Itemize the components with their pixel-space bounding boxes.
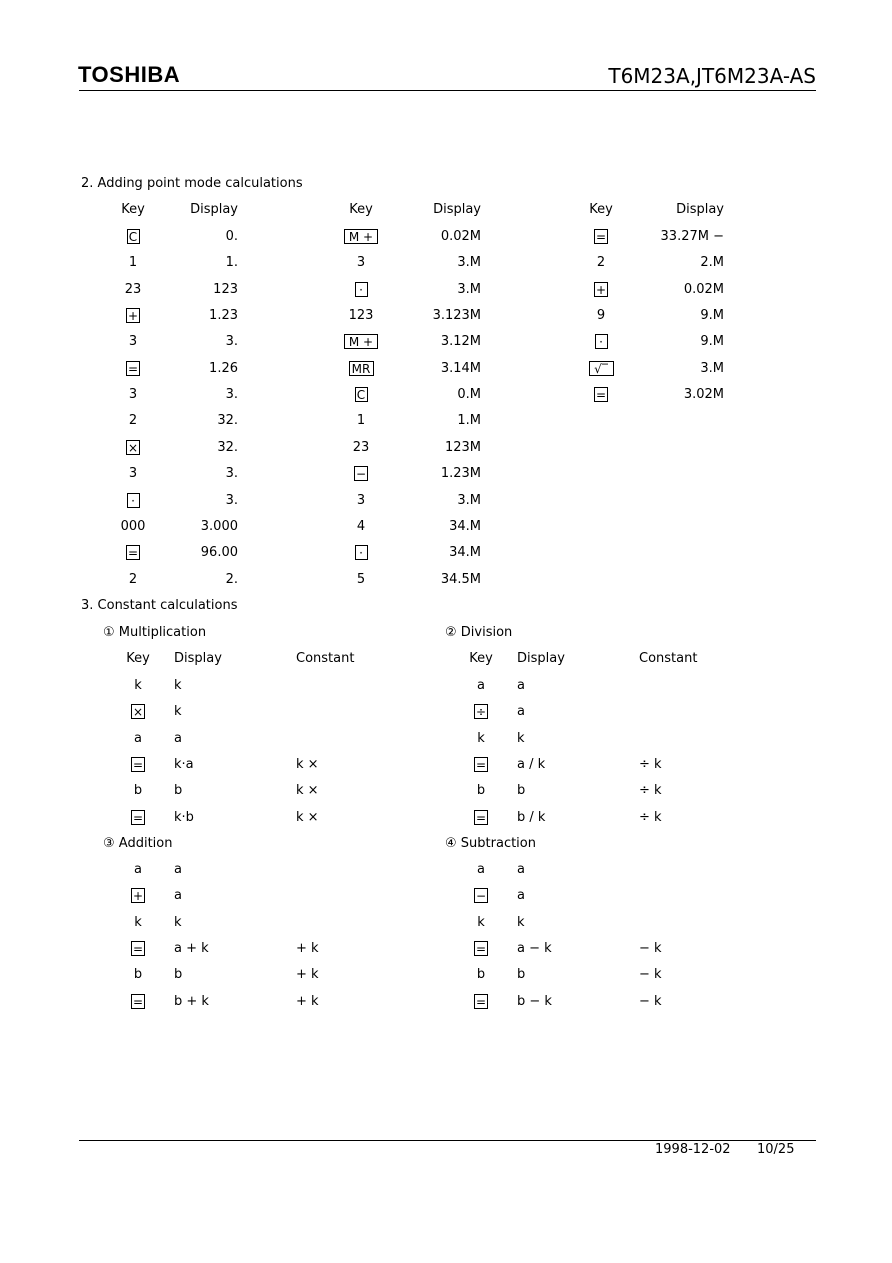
- display-cell: 3.M: [457, 281, 481, 297]
- key-button: −: [355, 467, 367, 482]
- display-cell: 1.: [225, 255, 238, 271]
- display-cell: 32.: [217, 413, 238, 429]
- key-cell: b: [133, 967, 143, 983]
- key-button: √‾: [589, 361, 614, 376]
- constant-block-title: ② Division: [445, 625, 513, 640]
- key-column-header: Key: [589, 202, 613, 217]
- display-cell: 1.23: [209, 308, 238, 324]
- key-cell: 5: [356, 571, 366, 587]
- key-button: MR: [349, 361, 374, 376]
- key-button: =: [132, 994, 144, 1009]
- key-button: =: [475, 810, 487, 825]
- display-cell: b: [174, 783, 183, 799]
- display-cell: k: [517, 914, 525, 930]
- display-cell: a: [517, 862, 525, 877]
- key-cell: [108, 757, 168, 773]
- key-cell: a: [477, 678, 485, 693]
- display-cell: 3.123M: [432, 308, 481, 324]
- key-button: +: [127, 309, 139, 324]
- footer-date: 1998-12-02: [655, 1142, 731, 1157]
- display-cell: 123M: [444, 439, 481, 455]
- key-cell: 2: [128, 571, 138, 587]
- key-cell: 1: [128, 255, 138, 271]
- display-cell: 34.5M: [440, 571, 481, 587]
- display-cell: 3.000: [200, 518, 238, 534]
- key-cell: [451, 810, 511, 826]
- key-button: =: [595, 388, 607, 403]
- key-cell: 2: [596, 255, 606, 271]
- key-button: ·: [127, 493, 140, 508]
- key-cell: a: [477, 862, 485, 877]
- display-cell: 2.: [225, 571, 238, 587]
- key-cell: 4: [356, 518, 366, 534]
- constant-cell: k ×: [296, 756, 319, 772]
- constant-cell: − k: [639, 967, 662, 983]
- display-cell: 9.M: [700, 308, 724, 324]
- key-cell: [108, 810, 168, 826]
- key-cell: 123: [348, 308, 374, 324]
- key-cell: [451, 757, 511, 773]
- key-cell: [451, 941, 511, 957]
- key-cell: 3: [356, 492, 366, 508]
- key-cell: [108, 888, 168, 904]
- display-cell: k: [174, 914, 182, 930]
- display-cell: a: [174, 730, 182, 746]
- constant-cell: − k: [639, 940, 662, 956]
- display-cell: 32.: [217, 439, 238, 455]
- constant-cell: − k: [639, 993, 662, 1009]
- display-cell: 1.M: [457, 413, 481, 429]
- display-cell: 34.M: [449, 518, 481, 534]
- key-column-header: Key: [126, 651, 150, 666]
- display-cell: a: [517, 888, 525, 904]
- display-cell: 3.12M: [440, 334, 481, 350]
- key-cell: 23: [352, 439, 370, 455]
- key-button: =: [127, 361, 139, 376]
- key-column-header: Key: [349, 202, 373, 217]
- constant-block-title: ① Multiplication: [103, 625, 207, 640]
- key-column-header: Key: [469, 651, 493, 666]
- display-cell: 1.23M: [440, 466, 481, 482]
- display-cell: b − k: [517, 993, 552, 1009]
- display-cell: k·a: [174, 756, 194, 772]
- display-cell: a: [174, 888, 182, 904]
- key-button: ×: [132, 705, 144, 720]
- key-button: M +: [344, 334, 378, 349]
- section3-title: 3. Constant calculations: [81, 598, 238, 613]
- key-cell: [108, 994, 168, 1010]
- key-button: =: [475, 941, 487, 956]
- brand-logo: TOSHIBA: [78, 62, 181, 87]
- constant-cell: ÷ k: [639, 783, 662, 799]
- key-cell: 2: [128, 413, 138, 429]
- section2-title: 2. Adding point mode calculations: [81, 176, 303, 191]
- key-button: =: [132, 757, 144, 772]
- key-button: =: [475, 994, 487, 1009]
- display-cell: a: [517, 704, 525, 720]
- key-column-header: Key: [121, 202, 145, 217]
- display-cell: 3.M: [457, 255, 481, 271]
- display-cell: 2.M: [700, 255, 724, 271]
- key-button: ·: [355, 545, 368, 560]
- key-button: ·: [595, 334, 608, 349]
- key-cell: k: [134, 678, 142, 693]
- display-cell: 3.: [225, 387, 238, 403]
- key-button: C: [355, 387, 368, 402]
- key-cell: b: [476, 967, 486, 983]
- display-cell: a + k: [174, 940, 209, 956]
- key-button: +: [595, 282, 607, 297]
- display-cell: k: [174, 704, 182, 720]
- display-column-header: Display: [174, 651, 222, 666]
- display-cell: 0.: [225, 229, 238, 244]
- constant-cell: + k: [296, 940, 319, 956]
- key-cell: 000: [120, 518, 146, 534]
- display-column-header: Display: [190, 202, 238, 217]
- key-cell: k: [477, 730, 485, 746]
- constant-block-title: ④ Subtraction: [445, 836, 536, 851]
- key-button: =: [127, 546, 139, 561]
- constant-cell: ÷ k: [639, 756, 662, 772]
- key-cell: 3: [128, 334, 138, 350]
- display-cell: k: [517, 730, 525, 746]
- key-cell: b: [133, 783, 143, 799]
- key-cell: [108, 941, 168, 957]
- key-cell: a: [134, 730, 142, 746]
- key-cell: [451, 888, 511, 904]
- display-cell: k: [174, 678, 182, 693]
- display-cell: 33.27M −: [660, 229, 724, 244]
- constant-cell: + k: [296, 967, 319, 983]
- display-cell: 96.00: [200, 545, 238, 561]
- display-cell: k·b: [174, 809, 194, 825]
- display-cell: 34.M: [449, 545, 481, 561]
- key-cell: [108, 704, 168, 720]
- key-button: =: [475, 757, 487, 772]
- key-button: =: [595, 230, 607, 244]
- constant-cell: k ×: [296, 783, 319, 799]
- display-cell: 123: [213, 281, 238, 297]
- constant-column-header: Constant: [296, 651, 355, 666]
- key-cell: a: [134, 862, 142, 877]
- display-cell: 0.M: [457, 387, 481, 403]
- display-cell: 3.M: [457, 492, 481, 508]
- header-rule: [79, 90, 816, 91]
- display-cell: a / k: [517, 756, 546, 772]
- constant-block-title: ③ Addition: [103, 836, 173, 851]
- key-button: −: [475, 889, 487, 904]
- part-number: T6M23A,JT6M23A-AS: [608, 64, 816, 88]
- display-cell: b: [517, 783, 526, 799]
- key-cell: 9: [596, 308, 606, 324]
- display-cell: b: [517, 967, 526, 983]
- display-cell: b + k: [174, 993, 209, 1009]
- display-cell: b / k: [517, 809, 546, 825]
- key-cell: b: [476, 783, 486, 799]
- key-button: ÷: [475, 705, 487, 720]
- key-button: =: [132, 810, 144, 825]
- footer-page-number: 10/25: [757, 1142, 795, 1157]
- key-button: C: [127, 229, 140, 244]
- display-cell: a − k: [517, 940, 552, 956]
- display-cell: 3.14M: [440, 360, 481, 376]
- display-cell: a: [174, 862, 182, 877]
- key-cell: [451, 704, 511, 720]
- display-cell: 0.02M: [440, 229, 481, 244]
- display-column-header: Display: [676, 202, 724, 217]
- constant-column-header: Constant: [639, 651, 698, 666]
- key-cell: 3: [128, 387, 138, 403]
- display-cell: 3.: [225, 334, 238, 350]
- display-cell: 3.M: [700, 360, 724, 376]
- key-button: =: [132, 941, 144, 956]
- key-cell: 1: [356, 413, 366, 429]
- key-cell: 3: [356, 255, 366, 271]
- constant-cell: ÷ k: [639, 809, 662, 825]
- display-column-header: Display: [433, 202, 481, 217]
- display-column-header: Display: [517, 651, 565, 666]
- key-button: M +: [344, 229, 378, 244]
- key-cell: 23: [124, 281, 142, 297]
- key-button: ·: [355, 282, 368, 297]
- display-cell: 3.02M: [683, 387, 724, 403]
- key-button: +: [132, 889, 144, 904]
- constant-cell: k ×: [296, 809, 319, 825]
- display-cell: a: [517, 678, 525, 693]
- footer-rule: [79, 1140, 816, 1141]
- display-cell: 9.M: [700, 334, 724, 350]
- key-cell: [451, 994, 511, 1010]
- display-cell: 3.: [225, 466, 238, 482]
- key-cell: 3: [128, 466, 138, 482]
- display-cell: b: [174, 967, 183, 983]
- display-cell: 3.: [225, 492, 238, 508]
- key-button: ×: [127, 440, 139, 455]
- constant-cell: + k: [296, 993, 319, 1009]
- key-cell: k: [477, 914, 485, 930]
- key-cell: k: [134, 914, 142, 930]
- display-cell: 0.02M: [683, 281, 724, 297]
- display-cell: 1.26: [209, 360, 238, 376]
